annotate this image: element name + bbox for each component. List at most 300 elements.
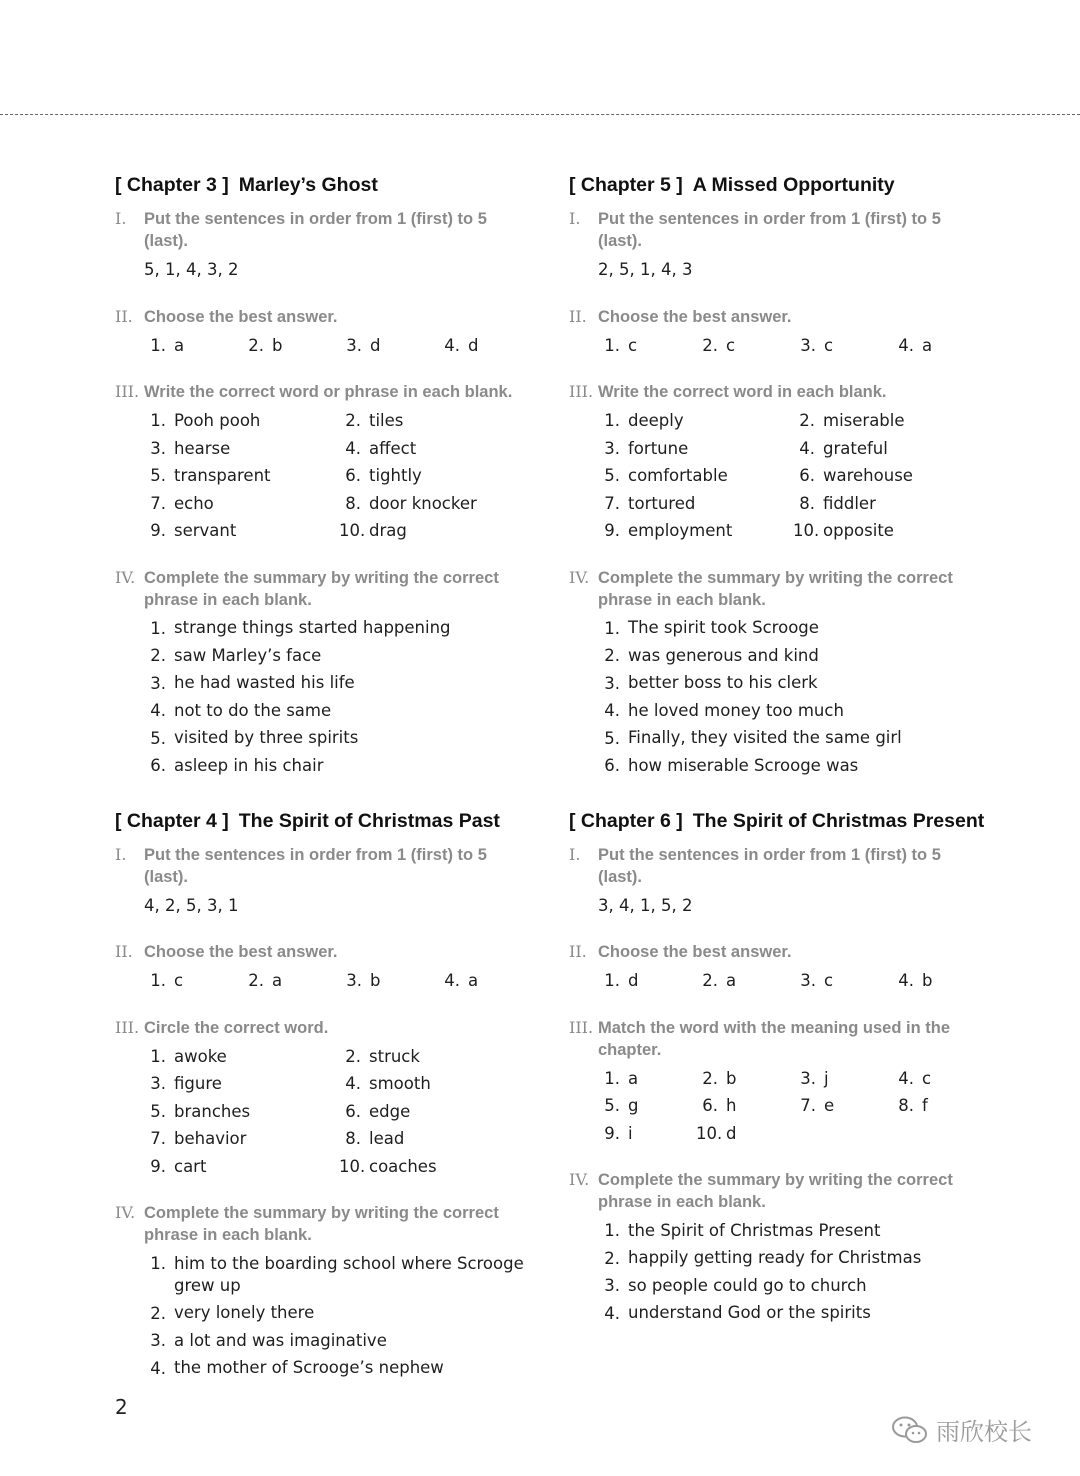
answer-text: d <box>726 1123 737 1143</box>
exercise-instruction: Choose the best answer. <box>144 307 338 326</box>
answer-item <box>144 752 535 780</box>
answer-number: 9. <box>604 521 620 540</box>
answer-number: 5. <box>604 466 620 485</box>
answer-number: 9. <box>150 1156 166 1176</box>
answer-text: Finally, they visited the same girl <box>628 728 902 748</box>
answer-item <box>598 332 696 360</box>
roman-numeral: I. <box>569 844 581 864</box>
exercise-section <box>569 306 989 360</box>
answer-text: a <box>468 971 479 990</box>
answer-list <box>598 967 989 995</box>
answer-number: 6. <box>604 756 620 775</box>
answer-text: drag <box>369 521 407 540</box>
answer-text: behavior <box>174 1129 247 1148</box>
answer-text: him to the boarding school where Scrooge grew up <box>174 1253 524 1295</box>
answer-item <box>144 1098 339 1126</box>
answer-number: 2. <box>248 335 264 355</box>
answer-number: 3. <box>346 971 362 990</box>
answer-text: better boss to his clerk <box>628 673 818 693</box>
exercise-heading <box>115 1017 535 1039</box>
answer-text: Pooh pooh <box>174 411 261 430</box>
answer-item <box>892 1065 990 1093</box>
roman-numeral: I. <box>569 209 581 228</box>
roman-numeral: II. <box>569 942 587 961</box>
answer-number: 4. <box>444 971 460 990</box>
answer-item <box>144 1043 339 1071</box>
exercise-heading <box>115 844 535 888</box>
answer-text: door knocker <box>369 493 477 513</box>
answer-number: 6. <box>345 1101 361 1121</box>
exercise-section <box>115 381 535 545</box>
answer-item <box>144 407 339 435</box>
roman-numeral: III. <box>569 382 594 401</box>
answer-item <box>144 435 339 463</box>
answer-text: i <box>628 1123 633 1143</box>
answer-number: 10. <box>339 521 366 540</box>
answer-text: hearse <box>174 438 231 458</box>
answer-number: 9. <box>150 521 166 540</box>
answer-item <box>598 1217 989 1245</box>
answer-text: very lonely there <box>174 1303 315 1323</box>
answer-item <box>598 1065 696 1093</box>
answer-text: edge <box>369 1101 411 1121</box>
answer-item <box>144 1153 339 1181</box>
answer-item <box>339 517 534 545</box>
exercise-section <box>115 1017 535 1181</box>
answer-text: coaches <box>369 1156 437 1176</box>
answer-text: b <box>922 971 933 990</box>
exercise-instruction: Put the sentences in order from 1 (first) to 5 (last). <box>598 845 941 886</box>
exercise-heading <box>115 941 535 963</box>
answer-text: tightly <box>369 466 422 485</box>
answer-text: employment <box>628 521 733 540</box>
answer-text: asleep in his chair <box>174 755 324 775</box>
watermark <box>890 1412 1032 1447</box>
exercise-section <box>115 208 535 284</box>
answer-item <box>339 1098 534 1126</box>
answer-number: 8. <box>898 1096 914 1115</box>
answer-list <box>144 332 535 360</box>
answer-item <box>598 725 989 753</box>
exercise-section <box>115 844 535 920</box>
answer-number: 3. <box>800 335 816 355</box>
answer-list <box>598 1217 989 1327</box>
exercise-heading <box>569 567 989 611</box>
answer-text: d <box>628 971 639 990</box>
exercise-section <box>569 844 989 920</box>
answer-text: b <box>272 335 283 355</box>
answer-item <box>144 697 535 725</box>
answer-text: strange things started happening <box>174 618 451 638</box>
answer-item <box>144 1070 339 1098</box>
answer-number: 7. <box>150 493 166 513</box>
roman-numeral: IV. <box>115 567 136 587</box>
answer-item <box>793 435 988 463</box>
right-column <box>569 172 989 1355</box>
chapter-name: Marley’s Ghost <box>238 174 378 196</box>
answer-text: a <box>174 335 185 355</box>
roman-numeral: III. <box>115 382 140 401</box>
answer-item <box>144 490 339 518</box>
answer-item <box>144 1327 535 1355</box>
roman-numeral: III. <box>115 1017 140 1037</box>
roman-numeral: IV. <box>115 1203 136 1222</box>
answer-item <box>144 517 339 545</box>
answer-number: 8. <box>345 493 361 513</box>
answer-item <box>438 332 536 360</box>
answer-item <box>598 1092 696 1120</box>
answer-text: he had wasted his life <box>174 673 355 693</box>
answer-number: 2. <box>702 335 718 355</box>
exercise-heading <box>115 306 535 328</box>
chapter-block <box>115 808 535 1383</box>
answer-item <box>696 1120 794 1148</box>
answer-number: 3. <box>800 971 816 990</box>
answer-item <box>598 670 989 698</box>
answer-number: 2. <box>702 1068 718 1088</box>
roman-numeral: II. <box>115 306 133 326</box>
answer-number: 6. <box>150 756 166 775</box>
answer-item <box>144 332 242 360</box>
answer-item <box>598 697 989 725</box>
answer-number: 8. <box>799 493 815 513</box>
answer-item <box>339 1125 534 1153</box>
exercise-heading <box>569 844 989 888</box>
roman-numeral: I. <box>115 844 127 864</box>
answer-item <box>598 462 793 490</box>
answer-number: 3. <box>604 1276 620 1295</box>
answer-number: 1. <box>604 618 620 638</box>
answer-text: b <box>370 971 381 990</box>
answer-number: 10. <box>793 521 820 540</box>
answer-item <box>696 967 794 995</box>
answer-item <box>598 642 989 670</box>
chapter-name: The Spirit of Christmas Past <box>238 809 500 832</box>
answer-item <box>339 1153 534 1181</box>
answer-number: 10. <box>339 1156 366 1176</box>
answer-item <box>892 967 990 995</box>
answer-item <box>144 1355 535 1383</box>
answer-item <box>144 1250 535 1300</box>
answer-text: so people could go to church <box>628 1275 867 1295</box>
answer-item <box>598 407 793 435</box>
answer-item <box>598 967 696 995</box>
roman-numeral: IV. <box>569 1170 590 1189</box>
answer-item <box>696 1065 794 1093</box>
answer-text: the mother of Scrooge’s nephew <box>174 1358 444 1378</box>
answer-sequence: 3, 4, 1, 5, 2 <box>598 895 693 915</box>
chapter-block <box>569 808 989 1328</box>
answer-number: 1. <box>604 1068 620 1088</box>
answer-text: not to do the same <box>174 700 332 720</box>
answer-text: c <box>628 335 638 355</box>
exercise-instruction: Write the correct word or phrase in each blank. <box>144 383 513 401</box>
exercise-instruction: Choose the best answer. <box>598 943 792 961</box>
answer-text: c <box>922 1068 932 1088</box>
answer-text: transparent <box>174 466 271 485</box>
answer-item <box>339 435 534 463</box>
answer-text: The spirit took Scrooge <box>628 618 819 638</box>
answer-text: a <box>272 971 283 990</box>
answer-item <box>598 1120 696 1148</box>
exercise-instruction: Complete the summary by writing the correct phrase in each blank. <box>598 568 953 609</box>
answer-text: f <box>922 1096 928 1115</box>
answer-list <box>144 1250 535 1382</box>
chapter-block <box>569 172 989 780</box>
answer-list <box>598 1065 989 1148</box>
exercise-instruction: Choose the best answer. <box>598 307 792 326</box>
answer-text: how miserable Scrooge was <box>628 755 859 775</box>
exercise-section <box>569 1017 989 1148</box>
answer-list <box>598 615 989 780</box>
page-number: 2 <box>115 1395 128 1419</box>
chapter-title <box>115 808 535 834</box>
answer-number: 2. <box>702 971 718 990</box>
exercise-heading <box>115 567 535 611</box>
answer-number: 2. <box>799 411 815 430</box>
exercise-section <box>569 1169 989 1327</box>
answer-number: 4. <box>898 335 914 355</box>
answer-item <box>696 1092 794 1120</box>
answer-number: 9. <box>604 1123 620 1143</box>
left-column <box>115 172 535 1410</box>
answer-text: a <box>922 335 933 355</box>
answer-item <box>598 615 989 643</box>
answer-item <box>340 332 438 360</box>
answer-item <box>144 642 535 670</box>
answer-number: 7. <box>604 493 620 513</box>
answer-text: warehouse <box>823 466 913 485</box>
watermark-text: 雨欣校长 <box>936 1418 1032 1446</box>
answer-number: 2. <box>345 1046 361 1066</box>
chapter-title <box>569 808 989 834</box>
answer-number: 4. <box>444 335 460 355</box>
answer-sequence: 2, 5, 1, 4, 3 <box>598 260 693 279</box>
roman-numeral: II. <box>569 306 587 326</box>
answer-item <box>144 1300 535 1328</box>
answer-number: 2. <box>345 411 361 430</box>
chapter-number: [ Chapter 3 ] <box>115 174 229 196</box>
answer-item <box>794 1065 892 1093</box>
answer-text: deeply <box>628 411 684 430</box>
answer-number: 1. <box>604 971 620 990</box>
answer-item <box>598 1300 989 1328</box>
answer-number: 7. <box>800 1096 816 1115</box>
answer-item <box>242 967 340 995</box>
exercise-section <box>569 941 989 995</box>
chapter-number: [ Chapter 5 ] <box>569 174 683 196</box>
answer-number: 4. <box>345 1074 361 1093</box>
answer-item <box>892 1092 990 1120</box>
answer-list <box>144 407 535 545</box>
answer-number: 1. <box>150 1254 166 1273</box>
answer-text: happily getting ready for Christmas <box>628 1248 922 1268</box>
exercise-instruction: Write the correct word in each blank. <box>598 383 887 401</box>
answer-number: 4. <box>799 438 815 458</box>
exercise-section <box>115 567 535 780</box>
answer-number: 10. <box>696 1123 723 1143</box>
answer-text: lead <box>369 1129 405 1148</box>
answer-text: fortune <box>628 438 689 458</box>
exercise-instruction: Complete the summary by writing the correct phrase in each blank. <box>144 568 499 609</box>
exercise-instruction: Put the sentences in order from 1 (first) to 5 (last). <box>598 210 941 250</box>
answer-text: a <box>726 971 737 990</box>
exercise-section <box>115 1202 535 1382</box>
answer-text: c <box>726 335 736 355</box>
answer-item <box>438 967 536 995</box>
answer-item <box>794 332 892 360</box>
answer-text: understand God or the spirits <box>628 1303 871 1323</box>
answer-item <box>598 752 989 780</box>
answer-text: c <box>824 335 834 355</box>
answer-text: he loved money too much <box>628 700 844 720</box>
exercise-instruction: Choose the best answer. <box>144 943 338 961</box>
answer-item <box>339 490 534 518</box>
answer-text: smooth <box>369 1074 431 1093</box>
answer-number: 4. <box>898 971 914 990</box>
answer-number: 2. <box>604 646 620 665</box>
answer-text: comfortable <box>628 466 728 485</box>
answer-text: branches <box>174 1101 251 1121</box>
answer-number: 1. <box>150 335 166 355</box>
answer-number: 1. <box>150 971 166 990</box>
answer-number: 3. <box>800 1068 816 1088</box>
chapter-name: The Spirit of Christmas Present <box>692 809 985 832</box>
answer-item <box>598 517 793 545</box>
exercise-heading <box>115 208 535 252</box>
answer-item <box>242 332 340 360</box>
exercise-section <box>569 567 989 780</box>
answer-number: 1. <box>604 411 620 430</box>
answer-item <box>144 670 535 698</box>
answer-number: 6. <box>702 1096 718 1115</box>
answer-item <box>339 462 534 490</box>
answer-number: 6. <box>345 466 361 485</box>
answer-text: a lot and was imaginative <box>174 1330 387 1350</box>
answer-number: 4. <box>150 1358 166 1378</box>
answer-item <box>144 462 339 490</box>
answer-number: 4. <box>604 701 620 720</box>
answer-text: the Spirit of Christmas Present <box>628 1220 881 1240</box>
exercise-heading <box>569 1169 989 1213</box>
answer-text: d <box>370 335 381 355</box>
answer-item <box>340 967 438 995</box>
answer-number: 4. <box>604 1303 620 1323</box>
exercise-instruction: Put the sentences in order from 1 (first) to 5 (last). <box>144 210 487 250</box>
answer-number: 4. <box>898 1068 914 1088</box>
exercise-section <box>115 941 535 995</box>
roman-numeral: IV. <box>569 567 590 587</box>
answer-list <box>144 967 535 995</box>
answer-text: a <box>628 1068 639 1088</box>
chapter-number: [ Chapter 6 ] <box>569 809 683 832</box>
exercise-instruction: Complete the summary by writing the correct phrase in each blank. <box>144 1204 499 1244</box>
answer-number: 5. <box>604 728 620 748</box>
answer-number: 3. <box>346 335 362 355</box>
answer-item <box>794 967 892 995</box>
answer-text: e <box>824 1096 835 1115</box>
answer-text: c <box>824 971 834 990</box>
answer-text: j <box>824 1068 829 1088</box>
exercise-heading <box>115 1202 535 1246</box>
answer-number: 5. <box>150 728 166 748</box>
answer-item <box>793 517 988 545</box>
answer-item <box>696 332 794 360</box>
answer-number: 5. <box>150 466 166 485</box>
answer-number: 8. <box>345 1129 361 1148</box>
answer-text: servant <box>174 521 237 540</box>
answer-number: 6. <box>799 466 815 485</box>
answer-list <box>598 332 989 360</box>
answer-text: g <box>628 1096 639 1115</box>
answer-item <box>598 435 793 463</box>
answer-number: 3. <box>150 438 166 458</box>
chapter-name: A Missed Opportunity <box>692 174 895 196</box>
dashed-divider <box>0 114 1080 115</box>
exercise-instruction: Circle the correct word. <box>144 1018 329 1037</box>
answer-number: 3. <box>604 438 620 458</box>
answer-number: 1. <box>604 335 620 355</box>
exercise-section <box>569 208 989 284</box>
answer-number: 7. <box>150 1129 166 1148</box>
roman-numeral: I. <box>115 209 127 228</box>
answer-item <box>144 615 535 643</box>
answer-item <box>892 332 990 360</box>
roman-numeral: II. <box>115 942 133 961</box>
answer-list <box>598 407 989 545</box>
answer-item <box>793 407 988 435</box>
answer-text: figure <box>174 1074 222 1093</box>
exercise-heading <box>569 381 989 403</box>
answer-text: saw Marley’s face <box>174 645 322 665</box>
answer-number: 2. <box>150 646 166 665</box>
exercise-heading <box>569 306 989 328</box>
answer-item <box>793 462 988 490</box>
answer-item <box>598 1245 989 1273</box>
answer-number: 5. <box>150 1101 166 1121</box>
answer-number: 5. <box>604 1096 620 1115</box>
answer-sequence: 5, 1, 4, 3, 2 <box>144 260 239 279</box>
answer-item <box>339 1070 534 1098</box>
answer-text: fiddler <box>823 493 876 513</box>
exercise-heading <box>569 1017 989 1061</box>
answer-text: d <box>468 335 479 355</box>
exercise-heading <box>115 381 535 403</box>
answer-text: visited by three spirits <box>174 728 359 748</box>
answer-number: 2. <box>150 1303 166 1323</box>
chapter-title <box>115 172 535 198</box>
answer-number: 1. <box>604 1221 620 1240</box>
wechat-icon <box>890 1415 930 1445</box>
answer-text: miserable <box>823 411 905 430</box>
answer-number: 3. <box>150 1074 166 1093</box>
answer-item <box>598 490 793 518</box>
answer-text: was generous and kind <box>628 645 819 665</box>
exercise-instruction: Complete the summary by writing the correct phrase in each blank. <box>598 1171 953 1211</box>
exercise-instruction: Match the word with the meaning used in the chapter. <box>598 1018 951 1059</box>
answer-text: echo <box>174 493 214 513</box>
answer-number: 3. <box>150 673 166 693</box>
answer-number: 3. <box>150 1331 166 1350</box>
answer-item <box>144 1125 339 1153</box>
answer-text: struck <box>369 1046 420 1066</box>
answer-item <box>144 725 535 753</box>
answer-item <box>339 407 534 435</box>
answer-list <box>144 615 535 780</box>
exercise-instruction: Put the sentences in order from 1 (first) to 5 (last). <box>144 845 487 886</box>
answer-text: awoke <box>174 1046 227 1066</box>
answer-number: 2. <box>604 1248 620 1268</box>
